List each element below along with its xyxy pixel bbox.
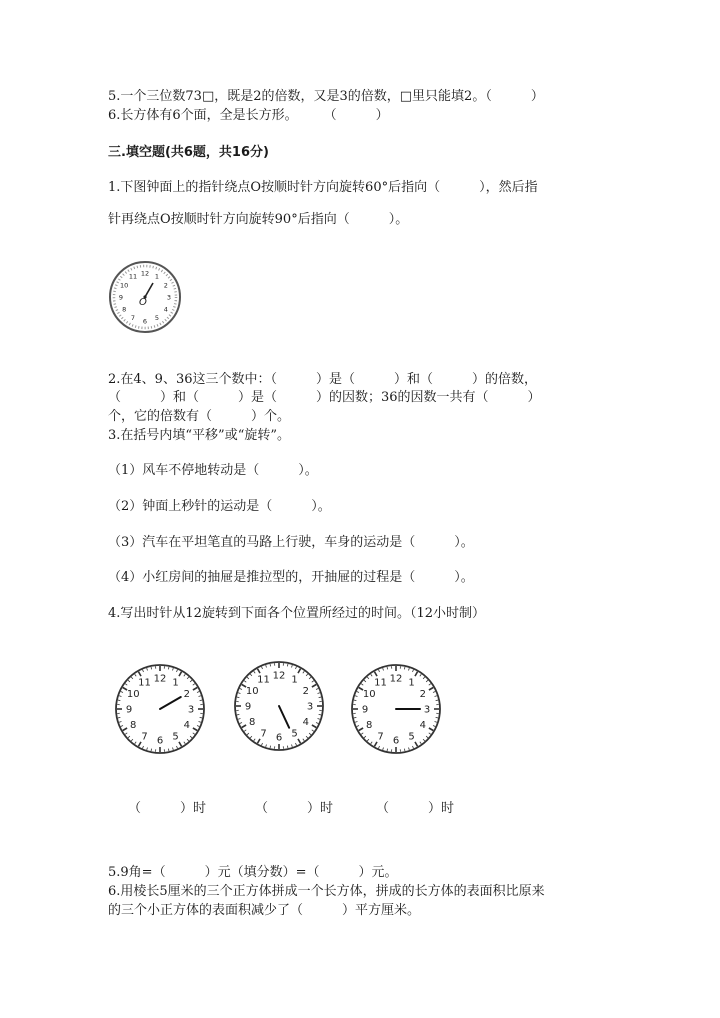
clock-number: 5 bbox=[291, 728, 298, 740]
clock-number: 4 bbox=[183, 720, 190, 731]
clock-tick bbox=[319, 714, 321, 715]
clock-number: 10 bbox=[126, 689, 140, 700]
clock-number: 12 bbox=[389, 673, 403, 685]
clock-tick bbox=[237, 697, 239, 698]
small-clock-number: 4 bbox=[163, 305, 168, 314]
small-clock-number: 6 bbox=[142, 317, 148, 326]
small-clock-number: 8 bbox=[122, 305, 127, 314]
fill-question-6-line1: 6.用棱长5厘米的三个正方体拼成一个长方体，拼成的长方体的表面积比原来 bbox=[108, 884, 545, 899]
clock-number: 4 bbox=[302, 717, 309, 728]
clock-tick bbox=[200, 700, 202, 701]
clock-number: 7 bbox=[377, 731, 384, 743]
small-clock-number: 10 bbox=[120, 281, 129, 290]
clock-number: 8 bbox=[366, 720, 373, 731]
clock-number: 1 bbox=[291, 674, 298, 686]
clock-number: 6 bbox=[275, 732, 283, 744]
clock-1 bbox=[112, 661, 208, 757]
clock-tick bbox=[168, 667, 169, 669]
small-clock-figure bbox=[108, 260, 182, 334]
clock-tick bbox=[118, 717, 120, 718]
fill-question-5: 5.9角=（ ）元（填分数）=（ ）元。 bbox=[108, 865, 398, 880]
fill-question-1-line2: 针再绕点O按顺时针方向旋转90°后指向（ ）。 bbox=[108, 212, 409, 227]
clock-number: 2 bbox=[183, 689, 190, 700]
fill-question-3-stem: 3.在括号内填“平移”或“旋转”。 bbox=[108, 428, 290, 443]
clock-number: 9 bbox=[125, 704, 133, 716]
clock-number: 11 bbox=[374, 677, 387, 689]
clock-tick bbox=[387, 749, 388, 751]
clock-tick bbox=[319, 697, 321, 698]
clock-tick bbox=[404, 749, 405, 751]
small-clock-number: 11 bbox=[128, 272, 138, 281]
clock-number: 3 bbox=[187, 704, 195, 716]
clock-2-answer: （ ）时 bbox=[255, 801, 334, 816]
fill-question-3-item-2: （2）钟面上秒针的运动是（ ）。 bbox=[108, 499, 331, 514]
clock-tick bbox=[200, 717, 202, 718]
clock-number: 12 bbox=[272, 670, 286, 682]
clock-number: 1 bbox=[172, 677, 179, 689]
clock-1-answer: （ ）时 bbox=[128, 801, 207, 816]
clock-tick bbox=[270, 746, 271, 748]
clock-tick bbox=[387, 667, 388, 669]
clock-number: 6 bbox=[156, 735, 164, 747]
clock-number: 4 bbox=[419, 720, 426, 731]
small-clock-number: 1 bbox=[154, 272, 160, 281]
clock-tick bbox=[436, 700, 438, 701]
fill-question-2-line3: 个，它的倍数有（ ）个。 bbox=[108, 409, 291, 424]
clock-3 bbox=[348, 661, 444, 757]
clock-number: 11 bbox=[138, 677, 151, 689]
clock-number: 12 bbox=[153, 673, 167, 685]
fill-question-3-item-3: （3）汽车在平坦笔直的马路上行驶，车身的运动是（ ）。 bbox=[108, 535, 474, 550]
fill-question-6-line2: 的三个小正方体的表面积减少了（ ）平方厘米。 bbox=[108, 903, 421, 918]
fill-question-4-stem: 4.写出时针从12旋转到下面各个位置所经过的时间。（12小时制） bbox=[108, 606, 485, 621]
small-clock-number: 2 bbox=[163, 281, 168, 290]
clock-tick bbox=[287, 664, 288, 666]
clock-tick bbox=[436, 717, 438, 718]
clock-number: 2 bbox=[419, 689, 426, 700]
clock-number: 9 bbox=[244, 701, 252, 713]
judge-question-6: 6.长方体有6个面，全是长方形。 （ ） bbox=[108, 108, 389, 123]
clock-tick bbox=[151, 749, 152, 751]
clock-number: 7 bbox=[141, 731, 148, 743]
clock-number: 8 bbox=[130, 720, 137, 731]
clock-number: 10 bbox=[245, 686, 259, 697]
small-clock-number: 9 bbox=[118, 293, 124, 302]
clock-number: 11 bbox=[257, 674, 270, 686]
fill-question-2-line1: 2.在4、9、36这三个数中：（ ）是（ ）和（ ）的倍数， bbox=[108, 372, 537, 387]
clock-number: 5 bbox=[408, 731, 415, 743]
small-clock-number: 3 bbox=[166, 293, 172, 302]
clock-tick bbox=[354, 717, 356, 718]
clock-number: 5 bbox=[172, 731, 179, 743]
small-clock-number: 12 bbox=[140, 269, 150, 278]
fill-question-2-line2: （ ）和（ ）是（ ）的因数；36的因数一共有（ ） bbox=[108, 390, 541, 405]
fill-question-1-line1: 1.下图钟面上的指针绕点O按顺时针方向旋转60°后指向（ ），然后指 bbox=[108, 180, 538, 195]
clock-tick bbox=[237, 714, 239, 715]
section-heading: 三.填空题(共6题，共16分) bbox=[108, 145, 269, 160]
clock-tick bbox=[151, 667, 152, 669]
fill-question-3-item-1: （1）风车不停地转动是（ ）。 bbox=[108, 463, 318, 478]
clock-number: 3 bbox=[423, 704, 431, 716]
judge-question-5: 5.一个三位数73□，既是2的倍数，又是3的倍数，□里只能填2。（ ） bbox=[108, 89, 544, 104]
clock-number: 2 bbox=[302, 686, 309, 697]
clock-tick bbox=[270, 664, 271, 666]
small-clock-center-label: O bbox=[139, 297, 147, 308]
small-clock-number: 5 bbox=[154, 314, 160, 323]
small-clock-number: 7 bbox=[130, 314, 136, 323]
clock-number: 6 bbox=[392, 735, 400, 747]
clock-number: 7 bbox=[260, 728, 267, 740]
clock-number: 8 bbox=[249, 717, 256, 728]
clock-number: 9 bbox=[361, 704, 369, 716]
clock-number: 3 bbox=[306, 701, 314, 713]
clock-3-answer: （ ）时 bbox=[376, 801, 455, 816]
clock-2 bbox=[231, 658, 327, 754]
clock-number: 1 bbox=[408, 677, 415, 689]
fill-question-3-item-4: （4）小红房间的抽屉是推拉型的，开抽屉的过程是（ ）。 bbox=[108, 570, 474, 585]
clock-tick bbox=[287, 746, 288, 748]
clock-number: 10 bbox=[362, 689, 376, 700]
clock-tick bbox=[168, 749, 169, 751]
clock-tick bbox=[118, 700, 120, 701]
clock-tick bbox=[354, 700, 356, 701]
clock-tick bbox=[404, 667, 405, 669]
